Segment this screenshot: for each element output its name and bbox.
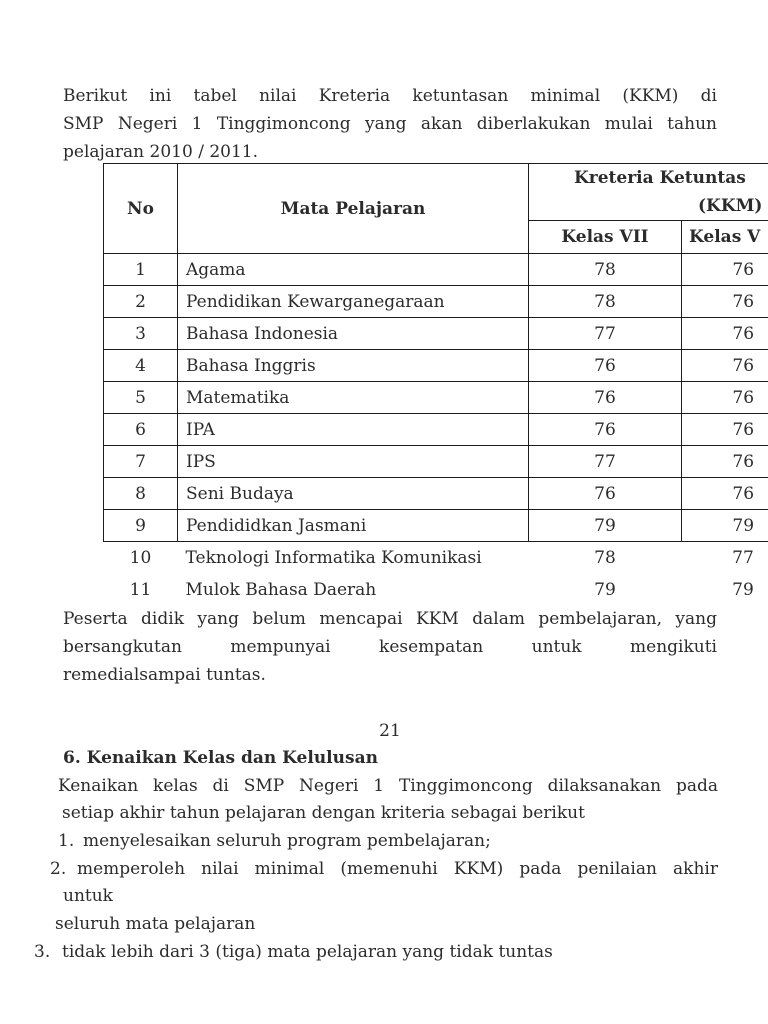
criteria-marker: 2. (50, 859, 67, 879)
grade-next-cell: 76 (682, 350, 768, 382)
row-number-cell: 1 (104, 254, 178, 286)
header-subject: Mata Pelajaran (178, 164, 529, 254)
row-number-cell: 9 (104, 510, 178, 542)
table-row (104, 446, 768, 478)
subject-cell: Pendididkan Jasmani (178, 510, 529, 542)
subject-cell: IPS (178, 446, 529, 478)
criteria-text: tidak lebih dari 3 (tiga) mata pelajaran yang tidak tuntas (62, 942, 553, 962)
section-intro-line: setiap akhir tahun pelajaran dengan kriteria sebagai berikut (62, 803, 585, 823)
header-kkm-line2: (KKM) (698, 196, 763, 216)
section-heading: 6. Kenaikan Kelas dan Kelulusan (63, 748, 378, 768)
grade-vii-cell: 76 (529, 478, 682, 510)
subject-cell: Seni Budaya (178, 478, 529, 510)
remedial-line: remedialsampai tuntas. (63, 665, 266, 685)
grade-vii-cell: 79 (529, 510, 682, 542)
grade-next-cell: 76 (682, 318, 768, 350)
subject-cell: IPA (178, 414, 529, 446)
table-row (104, 382, 768, 414)
table-row (104, 254, 768, 286)
row-number-cell: 5 (104, 382, 178, 414)
grade-next-cell: 76 (682, 286, 768, 318)
grade-next-cell: 76 (682, 446, 768, 478)
intro-line: SMP Negeri 1 Tinggimoncong yang akan diberlakukan mulai tahun (63, 114, 717, 134)
criteria-text: menyelesaikan seluruh program pembelajaran; (83, 831, 491, 851)
subject-cell: Agama (178, 254, 529, 286)
section-intro-line: Kenaikan kelas di SMP Negeri 1 Tinggimoncong dilaksanakan pada (58, 776, 718, 796)
row-number-cell: 2 (104, 286, 178, 318)
grade-next-cell: 79 (732, 579, 754, 600)
intro-line: Berikut ini tabel nilai Kreteria ketuntasan minimal (KKM) di (63, 86, 717, 106)
grade-next-cell: 79 (682, 510, 768, 542)
header-kkm (529, 164, 768, 221)
remedial-line: bersangkutan mempunyai kesempatan untuk mengikuti (63, 637, 717, 657)
subject-cell: Teknologi Informatika Komunikasi (185, 547, 482, 568)
intro-line: pelajaran 2010 / 2011. (63, 142, 259, 162)
row-number-cell: 3 (104, 318, 178, 350)
page-number: 21 (379, 721, 401, 741)
row-number-cell: 11 (129, 579, 152, 600)
table-header-row (104, 164, 768, 221)
criteria-continuation: untuk (63, 886, 113, 906)
grade-vii-cell: 77 (529, 318, 682, 350)
grade-next-cell: 76 (682, 414, 768, 446)
kkm-table (103, 163, 768, 606)
grade-vii-cell: 78 (529, 254, 682, 286)
table-row (104, 286, 768, 318)
grade-vii-cell: 79 (594, 579, 616, 600)
row-number-cell: 6 (104, 414, 178, 446)
criteria-marker: 1. (58, 831, 75, 851)
table-row (104, 542, 768, 574)
header-grade-vii: Kelas VII (529, 221, 682, 254)
subject-cell: Pendidikan Kewarganegaraan (178, 286, 529, 318)
header-grade-next: Kelas V (682, 221, 768, 254)
criteria-continuation: seluruh mata pelajaran (55, 914, 256, 934)
grade-next-cell: 76 (682, 254, 768, 286)
table-row (104, 478, 768, 510)
criteria-text: memperoleh nilai minimal (memenuhi KKM) pada penilaian akhir (77, 859, 718, 879)
grade-vii-cell: 76 (529, 414, 682, 446)
row-number-cell: 7 (104, 446, 178, 478)
criteria-marker: 3. (34, 942, 51, 962)
grade-vii-cell: 76 (529, 350, 682, 382)
header-kkm-line1: Kreteria Ketuntas (574, 168, 746, 188)
table-row (104, 318, 768, 350)
grade-vii-cell: 78 (594, 547, 616, 568)
subject-cell: Bahasa Inggris (178, 350, 529, 382)
row-number-cell: 8 (104, 478, 178, 510)
row-number-cell: 10 (129, 547, 152, 568)
table-row (104, 510, 768, 542)
grade-next-cell: 77 (732, 547, 754, 568)
grade-vii-cell: 76 (529, 382, 682, 414)
subject-cell: Matematika (178, 382, 529, 414)
grade-next-cell: 76 (682, 382, 768, 414)
grade-vii-cell: 77 (529, 446, 682, 478)
grade-next-cell: 76 (682, 478, 768, 510)
grade-vii-cell: 78 (529, 286, 682, 318)
row-number-cell: 4 (104, 350, 178, 382)
table-row (104, 350, 768, 382)
subject-cell: Mulok Bahasa Daerah (185, 579, 377, 600)
table-row (104, 574, 768, 606)
header-no: No (104, 164, 178, 254)
remedial-line: Peserta didik yang belum mencapai KKM dalam pembelajaran, yang (63, 609, 717, 629)
table-row (104, 414, 768, 446)
subject-cell: Bahasa Indonesia (178, 318, 529, 350)
